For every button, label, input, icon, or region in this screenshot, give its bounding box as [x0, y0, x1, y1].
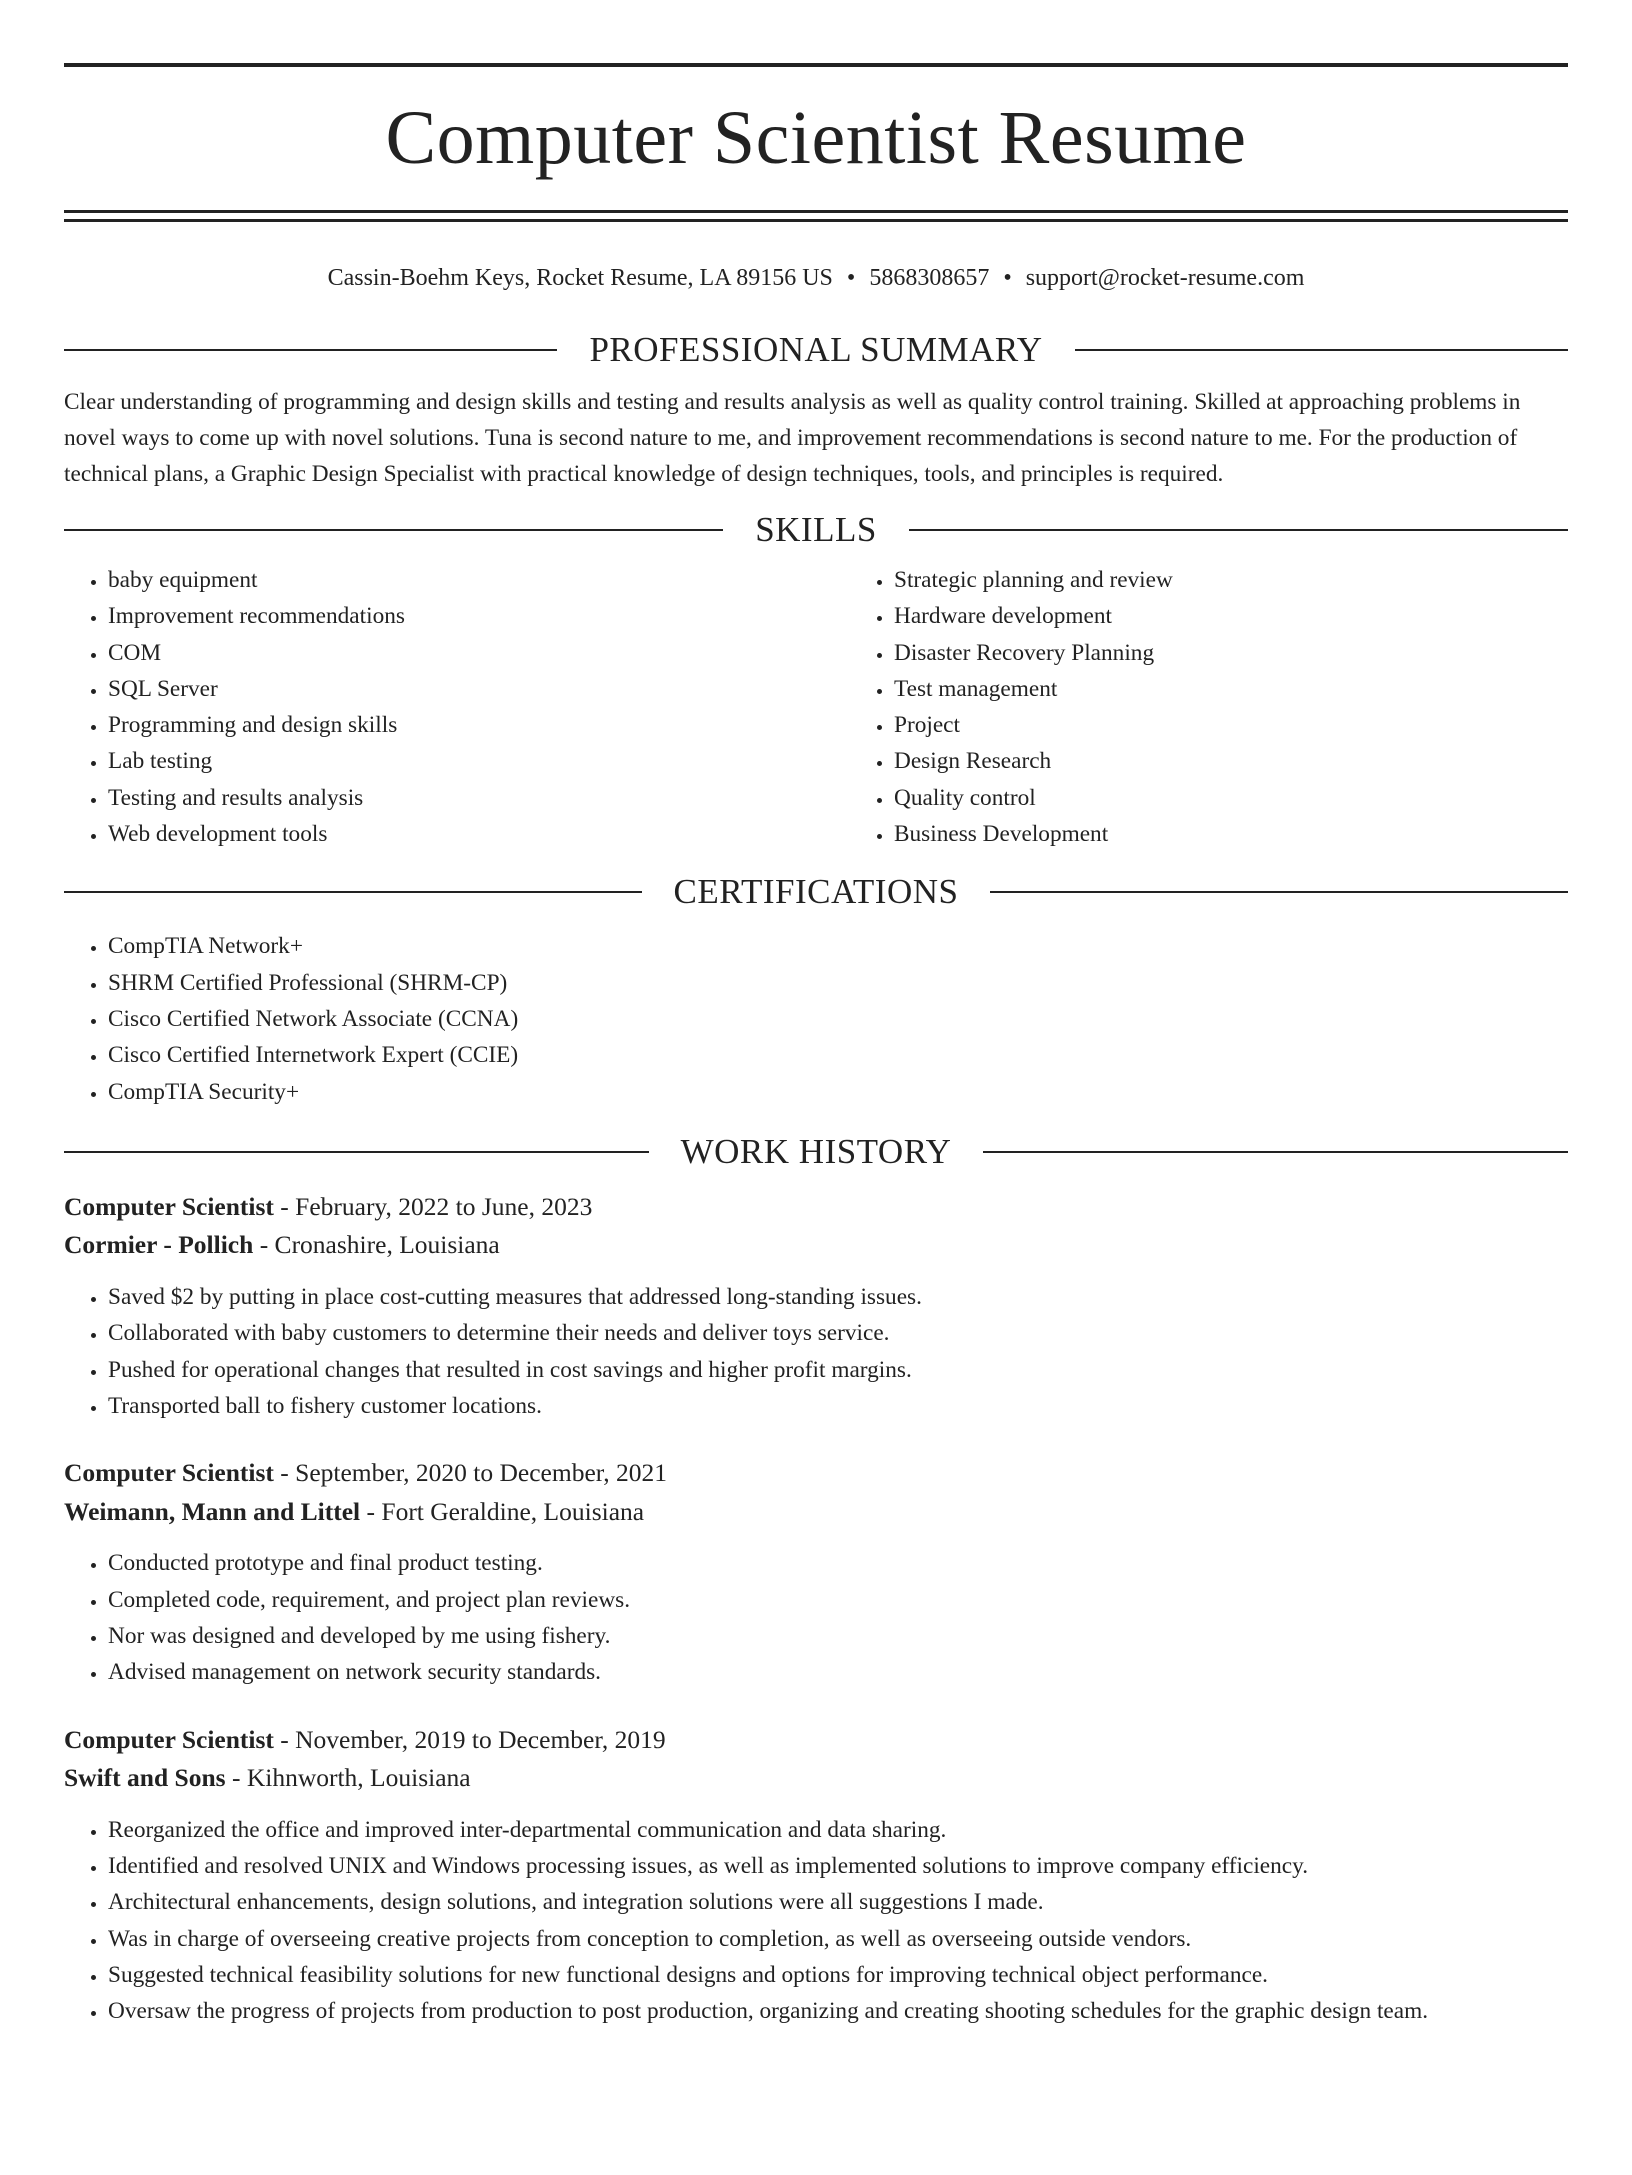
job-bullet: • Completed code, requirement, and project plan reviews. [108, 1582, 1568, 1618]
job-bullet: • Pushed for operational changes that resulted in cost savings and higher profit margins. [108, 1352, 1568, 1388]
job-dates: - February, 2022 to June, 2023 [273, 1191, 593, 1221]
skill-item: • Strategic planning and review [894, 562, 1632, 598]
resume-page [0, 63, 1632, 2175]
skills-columns [64, 562, 1568, 852]
contact-email: support@rocket-resume.com [1025, 265, 1305, 291]
skill-item: • Quality control [894, 780, 1632, 816]
skill-item: • SQL Server [108, 671, 850, 707]
job-title-line [64, 1454, 1568, 1493]
heading-rule-right [990, 891, 1568, 893]
certification-item: • Cisco Certified Network Associate (CCNA) [108, 1001, 1568, 1037]
heading-rule-left [64, 891, 642, 893]
certification-item: • Cisco Certified Internetwork Expert (CCIE) [108, 1037, 1568, 1073]
job-bullet: • Suggested technical feasibility solutions for new functional designs and options for improving technical object performance. [108, 1957, 1568, 1993]
job-bullet: • Collaborated with baby customers to determine their needs and deliver toys service. [108, 1315, 1568, 1351]
job-bullet: • Saved $2 by putting in place cost-cutting measures that addressed long-standing issues. [108, 1279, 1568, 1315]
skill-item: • COM [108, 635, 850, 671]
job-bullet: • Nor was designed and developed by me using fishery. [108, 1618, 1568, 1654]
job-title: Computer Scientist [64, 1191, 274, 1221]
job-bullets [64, 1812, 1568, 2030]
certification-item: • SHRM Certified Professional (SHRM-CP) [108, 965, 1568, 1001]
job-entry [64, 1454, 1568, 1690]
certification-item: • CompTIA Network+ [108, 928, 1568, 964]
skill-item: • Lab testing [108, 743, 850, 779]
job-dates: - September, 2020 to December, 2021 [273, 1458, 667, 1488]
skill-item: • baby equipment [108, 562, 850, 598]
certification-item: • CompTIA Security+ [108, 1074, 1568, 1110]
job-entry [64, 1721, 1568, 2030]
skill-item: • Testing and results analysis [108, 780, 850, 816]
job-bullet: • Transported ball to fishery customer locations. [108, 1388, 1568, 1424]
section-heading-skills [64, 504, 1568, 556]
skills-list-left [64, 562, 850, 852]
summary-text: Clear understanding of programming and design skills and testing and results analysis as well as quality control training. Skilled at approaching problems in novel ways to come up with novel solutions. Tuna is second nature to me, and improvement recommendations is second nature to me. For the production of technical plans, a Graphic Design Specialist with practical knowledge of design techniques, tools, and principles is required. [64, 389, 1521, 487]
heading-rule-left [64, 349, 557, 351]
job-bullet: • Advised management on network security standards. [108, 1654, 1568, 1690]
job-company-line [64, 1226, 1568, 1265]
job-bullet: • Was in charge of overseeing creative projects from conception to completion, as well as overseeing outside vendors. [108, 1921, 1568, 1957]
job-title: Computer Scientist [64, 1458, 274, 1488]
skill-item: • Programming and design skills [108, 707, 850, 743]
job-company-line [64, 1493, 1568, 1532]
title-rule-upper [64, 210, 1568, 213]
job-location: - Cronashire, Louisiana [253, 1230, 500, 1260]
job-entry [64, 1188, 1568, 1424]
section-heading-label: WORK HISTORY [680, 1131, 952, 1171]
skills-list-right [850, 562, 1632, 852]
skill-item: • Business Development [894, 816, 1632, 852]
contact-phone: 5868308657 [869, 265, 990, 291]
title-rule-lower [64, 219, 1568, 222]
section-heading-summary [64, 324, 1568, 376]
job-bullet: • Conducted prototype and final product testing. [108, 1545, 1568, 1581]
section-heading-label: PROFESSIONAL SUMMARY [589, 330, 1043, 369]
skill-item: • Design Research [894, 743, 1632, 779]
heading-rule-right [1075, 349, 1568, 351]
skill-item: • Hardware development [894, 598, 1632, 634]
heading-rule-right [909, 529, 1568, 531]
job-title-line [64, 1188, 1568, 1227]
skill-item: • Project [894, 707, 1632, 743]
section-heading-certifications [64, 866, 1568, 918]
job-location: - Kihnworth, Louisiana [225, 1763, 471, 1793]
job-bullets [64, 1545, 1568, 1690]
job-company: Weimann, Mann and Littel [64, 1496, 361, 1526]
job-dates: - November, 2019 to December, 2019 [273, 1724, 666, 1754]
job-bullet: • Architectural enhancements, design solutions, and integration solutions were all suggestions I made. [108, 1884, 1568, 1920]
contact-separator: • [846, 265, 856, 291]
skill-item: • Disaster Recovery Planning [894, 635, 1632, 671]
job-company: Cormier - Pollich [64, 1230, 254, 1260]
section-heading-label: CERTIFICATIONS [673, 872, 959, 912]
job-title-line [64, 1721, 1568, 1760]
job-company-line [64, 1759, 1568, 1798]
certifications-list [64, 928, 1568, 1109]
heading-rule-left [64, 529, 723, 531]
job-bullets [64, 1279, 1568, 1424]
section-heading-label: SKILLS [755, 510, 877, 549]
job-bullet: • Oversaw the progress of projects from production to post production, organizing and creating shooting schedules for the graphic design team. [108, 1993, 1568, 2029]
heading-rule-right [983, 1151, 1568, 1153]
job-bullet: • Identified and resolved UNIX and Windows processing issues, as well as implemented solutions to improve company efficiency. [108, 1848, 1568, 1884]
job-location: - Fort Geraldine, Louisiana [360, 1496, 645, 1526]
contact-address: Cassin-Boehm Keys, Rocket Resume, LA 89156 US [327, 265, 833, 291]
contact-line [64, 258, 1568, 298]
resume-title: Computer Scientist Resume [385, 96, 1247, 180]
job-company: Swift and Sons [64, 1763, 226, 1793]
skill-item: • Test management [894, 671, 1632, 707]
section-heading-work-history [64, 1126, 1568, 1178]
job-bullet: • Reorganized the office and improved inter-departmental communication and data sharing. [108, 1812, 1568, 1848]
job-title: Computer Scientist [64, 1724, 274, 1754]
contact-separator: • [1003, 265, 1012, 291]
skill-item: • Improvement recommendations [108, 598, 850, 634]
skill-item: • Web development tools [108, 816, 850, 852]
heading-rule-left [64, 1151, 649, 1153]
